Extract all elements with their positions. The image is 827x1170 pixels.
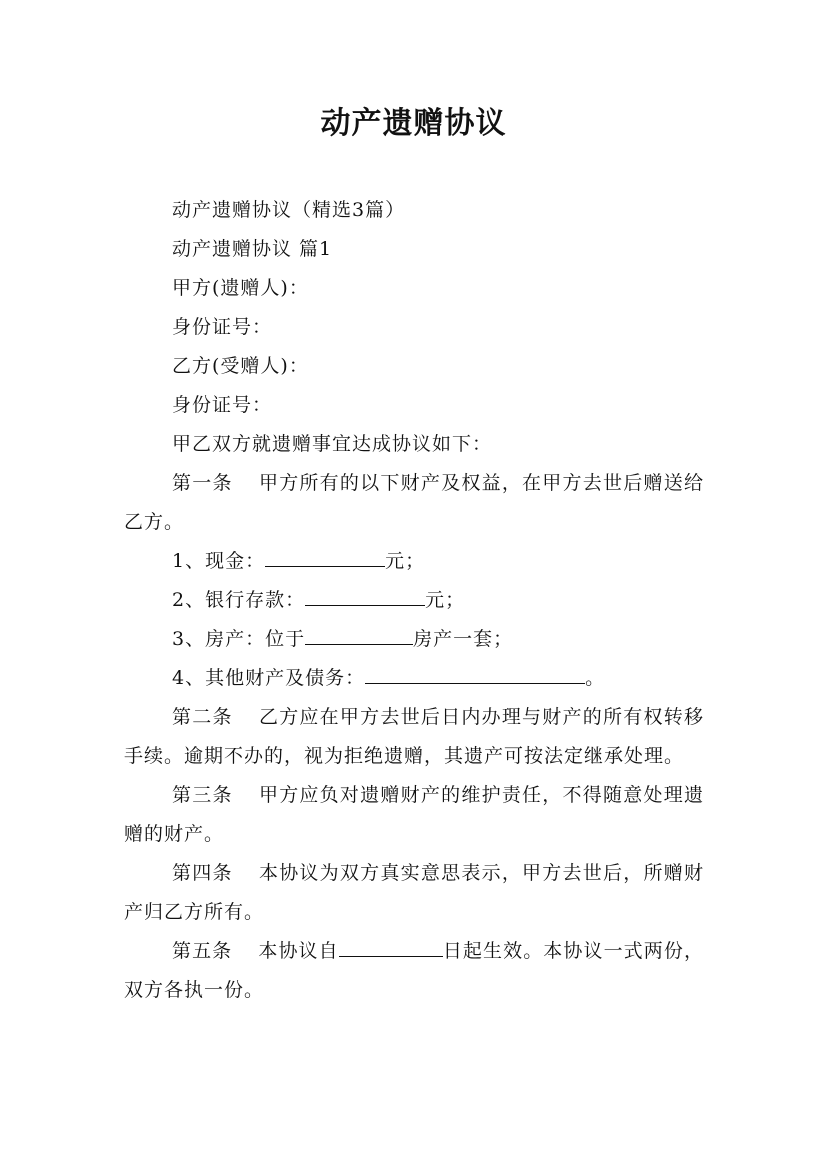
article-2-text: 乙方应在甲方去世后日内办理与财产的所有权转移手续。逾期不办的，视为拒绝遗赠，其遗产可按法定继承处理。 — [124, 706, 704, 767]
article-5-label: 第五条 — [172, 940, 233, 962]
item-other — [124, 659, 704, 698]
item-deposit-unit: 元； — [425, 589, 466, 611]
item-other-label: 4、其他财产及债务： — [172, 667, 366, 689]
article-3-text: 甲方应负对遗赠财产的维护责任，不得随意处理遗赠的财产。 — [124, 784, 704, 845]
article-4-text: 本协议为双方真实意思表示，甲方去世后，所赠财产归乙方所有。 — [124, 862, 704, 923]
cash-blank — [265, 544, 385, 567]
article-5-text-after: 日起生效。本协议一式两份，双方各执一份。 — [124, 940, 704, 1001]
party-a-line: 甲方(遗赠人)： — [172, 277, 309, 299]
article-1 — [124, 464, 704, 542]
document-body — [124, 191, 704, 1010]
party-a-id-line: 身份证号： — [172, 316, 273, 338]
deposit-blank — [305, 583, 425, 606]
item-cash-unit: 元； — [385, 550, 426, 572]
section-heading: 动产遗赠协议 篇1 — [172, 238, 333, 260]
article-5 — [124, 932, 704, 1010]
intro-line: 甲乙双方就遗赠事宜达成协议如下： — [172, 433, 493, 455]
item-cash — [124, 542, 704, 581]
item-deposit-label: 2、银行存款： — [172, 589, 306, 611]
item-other-suffix: 。 — [585, 667, 606, 689]
article-4-label: 第四条 — [172, 862, 233, 884]
article-4 — [124, 854, 704, 932]
item-house-label: 3、房产：位于 — [172, 628, 306, 650]
item-house — [124, 620, 704, 659]
effective-date-blank — [339, 934, 443, 957]
item-house-suffix: 房产一套； — [413, 628, 514, 650]
party-b-line: 乙方(受赠人)： — [172, 355, 309, 377]
article-3-label: 第三条 — [172, 784, 233, 806]
article-1-text: 甲方所有的以下财产及权益，在甲方去世后赠送给乙方。 — [124, 472, 704, 533]
item-cash-label: 1、现金： — [172, 550, 266, 572]
document-title: 动产遗赠协议 — [320, 106, 507, 141]
item-deposit — [124, 581, 704, 620]
party-b-id-line: 身份证号： — [172, 394, 273, 416]
article-2-label: 第二条 — [172, 706, 233, 728]
article-1-label: 第一条 — [172, 472, 233, 494]
article-3 — [124, 776, 704, 854]
house-blank — [305, 622, 413, 645]
document-subtitle: 动产遗赠协议（精选3篇） — [172, 199, 406, 221]
other-blank — [365, 661, 585, 684]
article-2 — [124, 698, 704, 776]
article-5-text-before: 本协议自 — [258, 940, 339, 962]
